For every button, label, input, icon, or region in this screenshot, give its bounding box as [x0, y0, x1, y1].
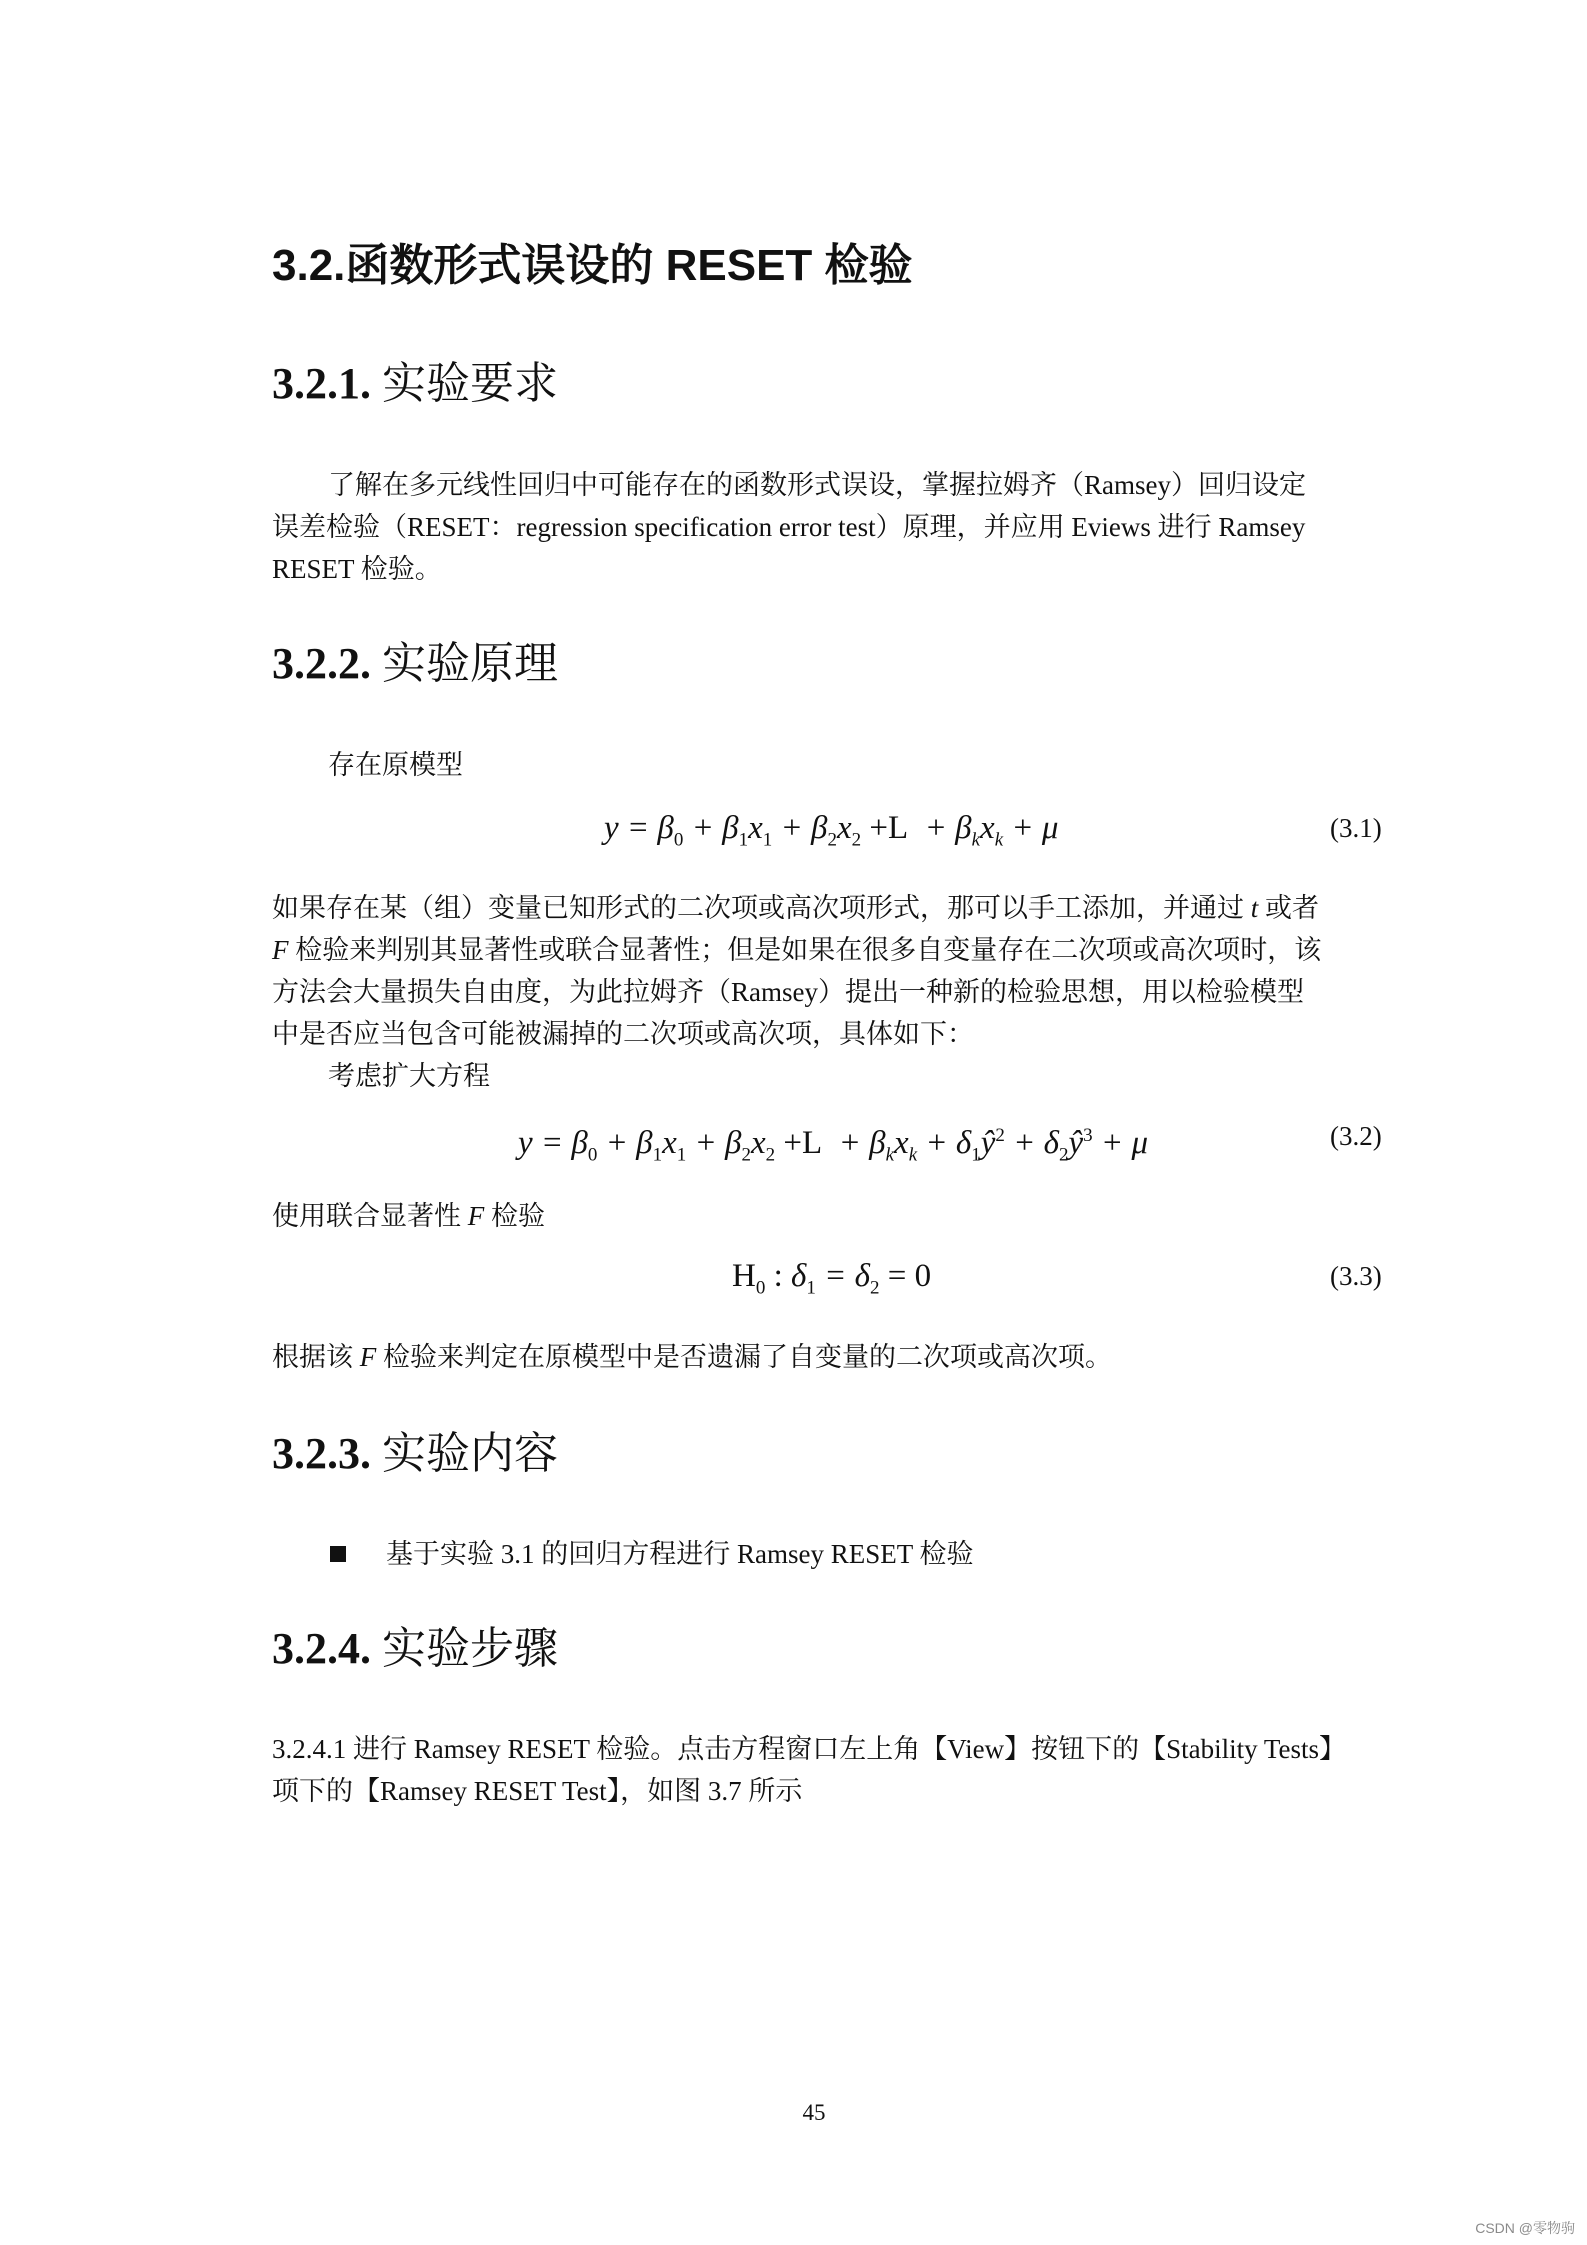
watermark: CSDN @零物驹 [1475, 2220, 1575, 2236]
equation-3-3: $H_0$ : $\delta_1 = \delta_2 = 0$ [732, 1258, 932, 1299]
requirement-line-2: 误差检验（RESET：regression specification error test）原理，并应用 Eviews 进行 Ramsey [272, 512, 1306, 542]
subsection-title: 实验步骤 [382, 1624, 558, 1673]
equation-number-3-1: (3.1) [1330, 813, 1382, 843]
text-segment: 检验来判别其显著性或联合显著性；但是如果在很多自变量存在二次项或高次项时，该 [288, 935, 1322, 965]
steps-line-1: 3.2.4.1 进行 Ramsey RESET 检验。点击方程窗口左上角【View】按钮下的【Stability Tests】 [272, 1734, 1346, 1764]
subsection-title: 实验要求 [382, 359, 558, 408]
equation-number-3-3: (3.3) [1330, 1261, 1382, 1291]
principle-paragraph-line-3: 方法会大量损失自由度，为此拉姆齐（Ramsey）提出一种新的检验思想，用以检验模型 [272, 977, 1304, 1007]
subsection-title: 实验内容 [382, 1429, 558, 1478]
requirement-line-1: 了解在多元线性回归中可能存在的函数形式误设，掌握拉姆齐（Ramsey）回归设定 [328, 470, 1306, 500]
subsection-number: 3.2.3. [272, 1429, 371, 1478]
subsection-number: 3.2.4. [272, 1624, 371, 1673]
conclusion-line [272, 1336, 1112, 1378]
joint-test-line [272, 1195, 545, 1237]
subsection-heading-steps [272, 1619, 558, 1679]
principle-paragraph-line-2 [272, 929, 1321, 971]
content-bullet-item [330, 1533, 974, 1575]
requirement-line-3: RESET 检验。 [272, 554, 442, 584]
variable-f: F [359, 1342, 377, 1372]
variable-t: t [1250, 893, 1259, 923]
steps-line-2: 项下的【Ramsey RESET Test】，如图 3.7 所示 [272, 1776, 803, 1806]
text-segment: 使用联合显著性 [272, 1201, 468, 1231]
text-segment: 如果存在某（组）变量已知形式的二次项或高次项形式，那可以手工添加，并通过 [272, 893, 1251, 923]
subsection-number: 3.2.1. [272, 359, 371, 408]
bullet-text: 基于实验 3.1 的回归方程进行 Ramsey RESET 检验 [386, 1539, 974, 1569]
page-number: 45 [802, 2100, 826, 2125]
equation-number-3-2: (3.2) [1330, 1121, 1382, 1151]
variable-f: F [467, 1201, 485, 1231]
subsection-heading-principle [272, 634, 558, 694]
subsection-number: 3.2.2. [272, 639, 371, 688]
principle-intro: 存在原模型 [328, 750, 463, 780]
equation-3-2: $y = \beta_0 + \beta_1x_1 + \beta_2x_2 +L + \beta_kx_k$ + $\delta_1ŷ^2$ + $\delta_2ŷ^3 + \mu$ [518, 1125, 1149, 1166]
text-segment: 检验 [484, 1201, 545, 1231]
section-title: 3.2.函数形式误设的 RESET 检验 [272, 241, 913, 290]
extended-equation-intro: 考虑扩大方程 [328, 1061, 490, 1091]
principle-paragraph-line-4: 中是否应当包含可能被漏掉的二次项或高次项，具体如下： [272, 1019, 974, 1049]
text-segment: 根据该 [272, 1342, 360, 1372]
subsection-heading-requirements [272, 354, 558, 414]
subsection-heading-content [272, 1424, 558, 1484]
text-segment: 检验来判定在原模型中是否遗漏了自变量的二次项或高次项。 [376, 1342, 1112, 1372]
principle-paragraph-line-1 [272, 887, 1319, 929]
variable-f: F [272, 935, 289, 965]
equation-3-1: $y = \beta_0 + \beta_1x_1 + \beta_2x_2 +L + \beta_kx_k + \mu$ [604, 810, 1059, 851]
square-bullet-icon [330, 1546, 346, 1562]
text-segment: 或者 [1258, 893, 1320, 923]
subsection-title: 实验原理 [382, 639, 558, 688]
